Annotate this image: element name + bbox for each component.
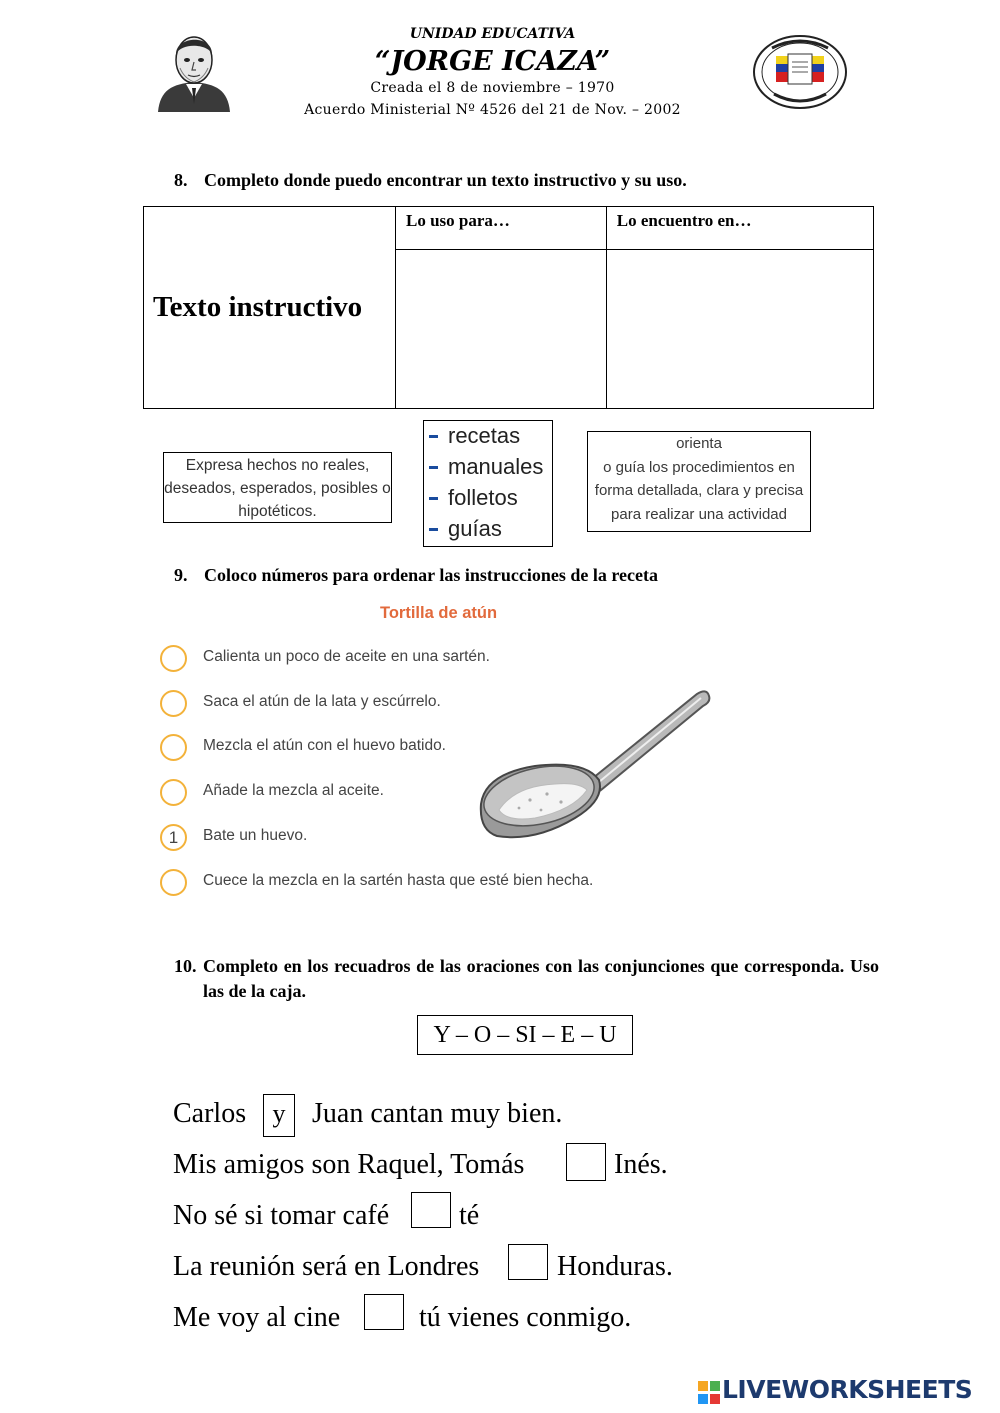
q8-answer-where[interactable] [606, 250, 873, 409]
q8-option-guide[interactable] [587, 431, 811, 532]
step-number-input[interactable] [160, 690, 187, 717]
sentence-1-before: Carlos [173, 1098, 247, 1129]
list-item [424, 452, 552, 483]
school-type: UNIDAD EDUCATIVA [409, 26, 576, 42]
sentence-3-after: té [459, 1200, 480, 1231]
q8-row-label: Texto instructivo [144, 207, 396, 409]
step-text: Cuece la mezcla en la sartén hasta que esté bien hecha. [203, 872, 594, 889]
dash-icon [429, 435, 438, 438]
answer-box-3[interactable] [411, 1192, 451, 1228]
sentence-5-after: tú vienes conmigo. [419, 1302, 632, 1333]
sentence-4-before: La reunión será en Londres [173, 1251, 480, 1282]
step-number-input[interactable]: 1 [160, 824, 187, 851]
recipe-title: Tortilla de atún [380, 604, 498, 622]
q10-title-text: Completo en los recuadros de las oraciones con las conjunciones que corresponda. Uso las de la caja. [203, 956, 879, 1001]
conjunction-box: Y – O – SI – E – U [417, 1015, 633, 1055]
recipe-step [160, 869, 640, 899]
q9-title-text: Coloco números para ordenar las instrucciones de la receta [204, 565, 658, 585]
q8-answer-use[interactable] [396, 250, 607, 409]
q9-title [174, 565, 658, 586]
sentence-2-before: Mis amigos son Raquel, Tomás [173, 1149, 525, 1180]
sentence-3-before: No sé si tomar café [173, 1200, 390, 1231]
q8-option-list[interactable] [423, 420, 553, 547]
step-text: Calienta un poco de aceite en una sartén. [203, 648, 490, 665]
sentence-4-after: Honduras. [557, 1251, 673, 1282]
list-item [424, 421, 552, 452]
step-text: Saca el atún de la lata y escúrrelo. [203, 693, 441, 710]
q9-number: 9. [174, 565, 188, 585]
step-text: Mezcla el atún con el huevo batido. [203, 737, 446, 754]
list-item-text: manuales [448, 454, 544, 479]
liveworksheets-logo-icon [698, 1381, 720, 1405]
dash-icon [429, 497, 438, 500]
q8-option-guide-line1: orienta [676, 435, 722, 452]
sentence-2-after: Inés. [614, 1149, 668, 1180]
list-item-text: guías [448, 516, 502, 541]
q8-title [174, 170, 687, 191]
dash-icon [429, 466, 438, 469]
q8-option-guide-line2: o guía los procedimientos en forma detallada, clara y precisa para realizar una actividad [594, 458, 804, 523]
school-founded: Creada el 8 de noviembre – 1970 [370, 80, 615, 96]
school-agreement: Acuerdo Ministerial Nº 4526 del 21 de Nov. – 2002 [304, 102, 681, 118]
step-number-input[interactable] [160, 779, 187, 806]
recipe-step [160, 645, 640, 675]
answer-box-5[interactable] [364, 1294, 404, 1330]
step-text: Añade la mezcla al aceite. [203, 782, 384, 799]
dash-icon [429, 528, 438, 531]
answer-box-1[interactable]: y [263, 1094, 295, 1137]
step-number-input[interactable] [160, 869, 187, 896]
list-item-text: recetas [448, 423, 521, 448]
liveworksheets-brand: LIVEWORKSHEETS [722, 1375, 973, 1404]
answer-box-4[interactable] [508, 1244, 548, 1280]
frying-pan-icon [475, 686, 715, 850]
list-item [424, 483, 552, 514]
list-item [424, 514, 552, 545]
q8-number: 8. [174, 170, 188, 190]
q8-option-hypothetical[interactable] [163, 452, 392, 523]
q10-number: 10. [174, 956, 197, 976]
q8-col-use: Lo uso para… [396, 207, 607, 250]
sentence-5-before: Me voy al cine [173, 1302, 341, 1333]
school-seal-icon [752, 34, 848, 110]
sentence-1-after: Juan cantan muy bien. [312, 1098, 563, 1129]
school-name: “JORGE ICAZA” [374, 46, 611, 77]
step-number-input[interactable] [160, 645, 187, 672]
q10-title [174, 954, 879, 1004]
q8-title-text: Completo donde puedo encontrar un texto instructivo y su uso. [204, 170, 687, 190]
q8-option-hypothetical-text: Expresa hechos no reales, deseados, esperados, posibles o hipotéticos. [164, 457, 391, 520]
answer-box-2[interactable] [566, 1143, 606, 1181]
q8-table [143, 206, 874, 409]
step-text: Bate un huevo. [203, 827, 308, 844]
list-item-text: folletos [448, 485, 518, 510]
q8-col-where: Lo encuentro en… [606, 207, 873, 250]
step-number-input[interactable] [160, 734, 187, 761]
founder-portrait [150, 28, 238, 112]
